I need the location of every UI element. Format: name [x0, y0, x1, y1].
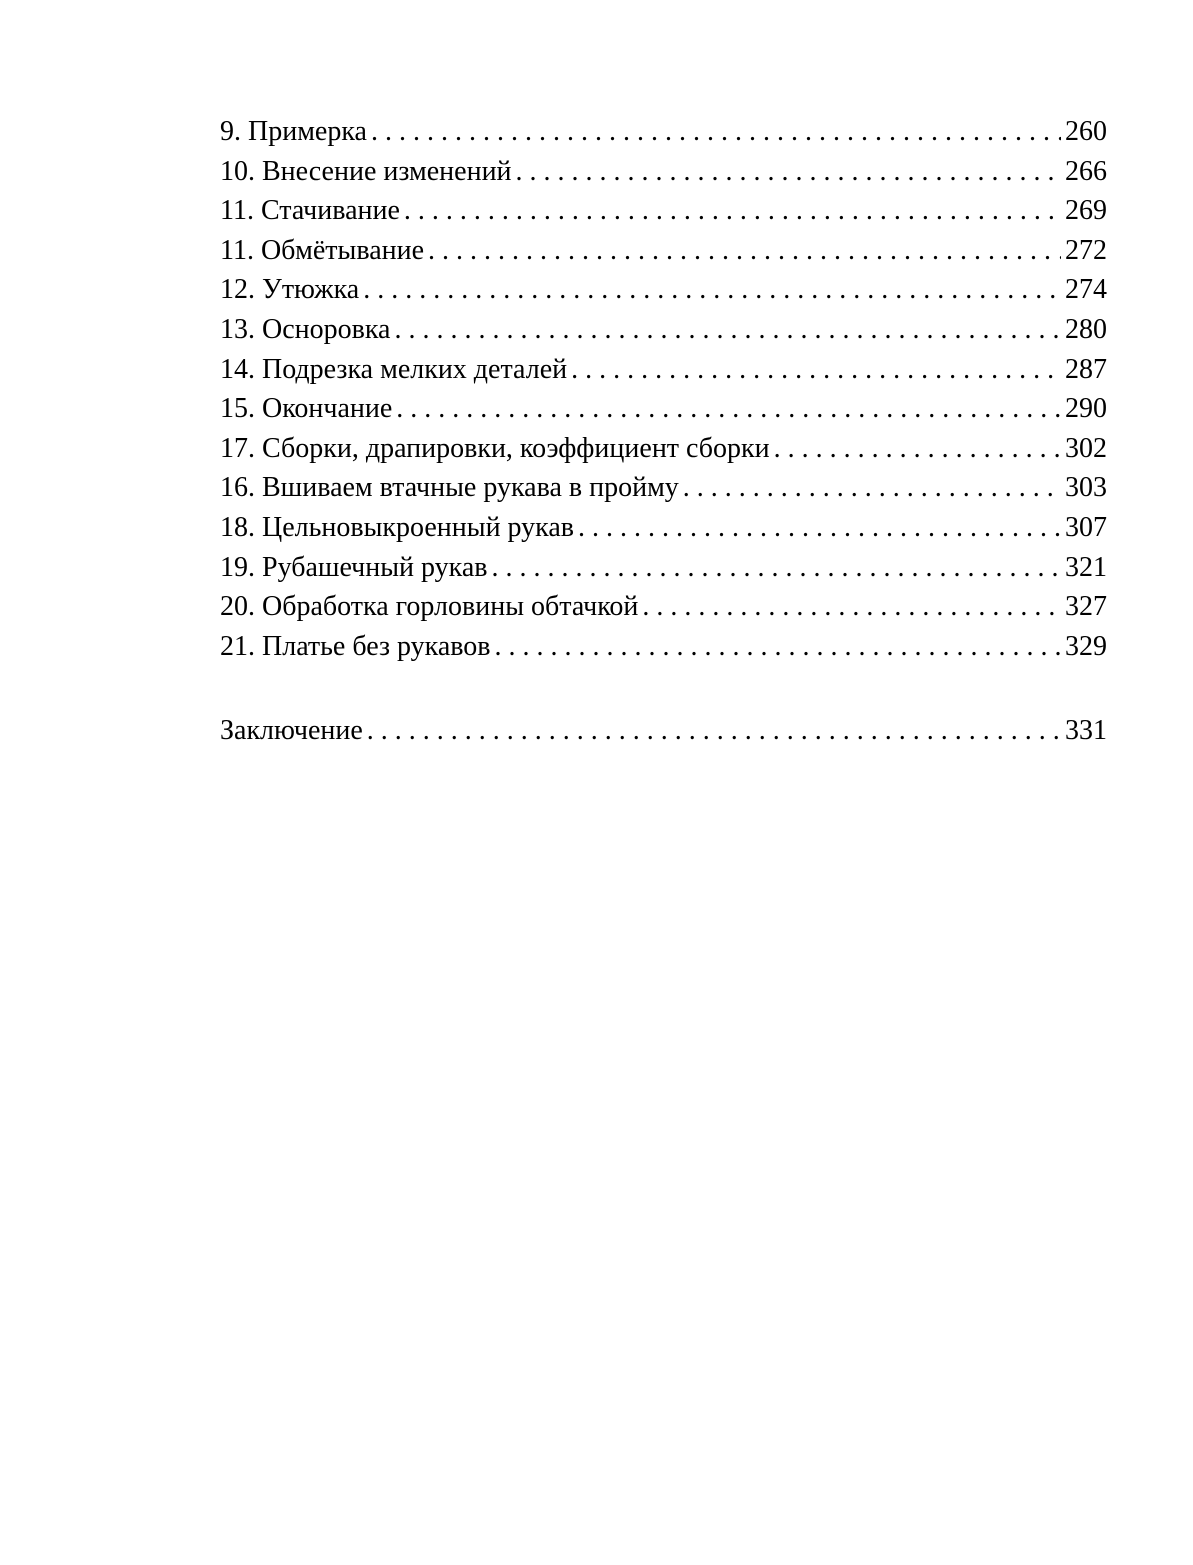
toc-entry-page: 274 [1065, 274, 1107, 306]
toc-entry [220, 627, 1107, 667]
toc-entry-page: 280 [1065, 313, 1107, 345]
toc-conclusion [220, 711, 1107, 751]
toc-entry-title: 11. Стачивание [220, 195, 400, 227]
toc-entry [220, 191, 1107, 231]
toc-entry [220, 468, 1107, 508]
toc-entry-page: 307 [1065, 511, 1107, 543]
toc-entry [220, 389, 1107, 429]
dot-leader [642, 587, 1061, 627]
dot-leader [371, 112, 1061, 152]
toc-entry-title: 18. Цельновыкроенный рукав [220, 511, 575, 543]
toc-entry-title: 11. Обмётывание [220, 234, 425, 266]
dot-leader [396, 389, 1061, 429]
dot-leader [428, 231, 1061, 271]
dot-leader [578, 508, 1061, 548]
dot-leader [516, 152, 1061, 192]
toc-entry-title: 17. Сборки, драпировки, коэффициент сборки [220, 432, 770, 464]
toc-entry [220, 350, 1107, 390]
toc-entry-title: Заключение [220, 715, 363, 746]
toc-entry-conclusion [220, 711, 1107, 751]
dot-leader [495, 627, 1061, 667]
toc-entry [220, 548, 1107, 588]
dot-leader [492, 548, 1062, 588]
toc-entry-page: 287 [1065, 353, 1107, 385]
toc-entry-title: 20. Обработка горловины обтачкой [220, 591, 639, 623]
toc-entry-title: 9. Примерка [220, 116, 367, 147]
toc-entry-title: 13. Осноровка [220, 313, 391, 345]
toc-entry [220, 270, 1107, 310]
toc-entry [220, 508, 1107, 548]
toc-entry-title: 14. Подрезка мелких деталей [220, 353, 568, 385]
dot-leader [683, 468, 1061, 508]
toc-entry-title: 15. Окончание [220, 393, 393, 425]
toc-entry-page: 290 [1065, 393, 1107, 425]
toc-entry-page: 329 [1065, 630, 1107, 662]
toc-entry-title: 21. Платье без рукавов [220, 630, 491, 662]
dot-leader [363, 270, 1061, 310]
toc-entry-title: 16. Вшиваем втачные рукава в пройму [220, 472, 679, 504]
toc-entry-page: 272 [1065, 234, 1107, 266]
toc-entry [220, 587, 1107, 627]
table-of-contents [220, 112, 1107, 666]
dot-leader [404, 191, 1061, 231]
toc-entry-page: 327 [1065, 591, 1107, 623]
toc-entry [220, 310, 1107, 350]
toc-entry-page: 260 [1065, 116, 1107, 147]
toc-entry-page: 269 [1065, 195, 1107, 227]
dot-leader [367, 711, 1061, 751]
toc-entry-page: 302 [1065, 432, 1107, 464]
toc-entry-title: 10. Внесение изменений [220, 155, 512, 187]
toc-entry-title: 19. Рубашечный рукав [220, 551, 488, 583]
toc-entry-page: 266 [1065, 155, 1107, 187]
toc-entry-page: 321 [1065, 551, 1107, 583]
toc-entry [220, 152, 1107, 192]
toc-entry [220, 429, 1107, 469]
dot-leader [571, 350, 1061, 390]
toc-entry-page: 331 [1065, 715, 1107, 746]
toc-entry-page: 303 [1065, 472, 1107, 504]
dot-leader [774, 429, 1061, 469]
toc-entry [220, 112, 1107, 152]
dot-leader [394, 310, 1061, 350]
toc-entry [220, 231, 1107, 271]
toc-entry-title: 12. Утюжка [220, 274, 360, 306]
